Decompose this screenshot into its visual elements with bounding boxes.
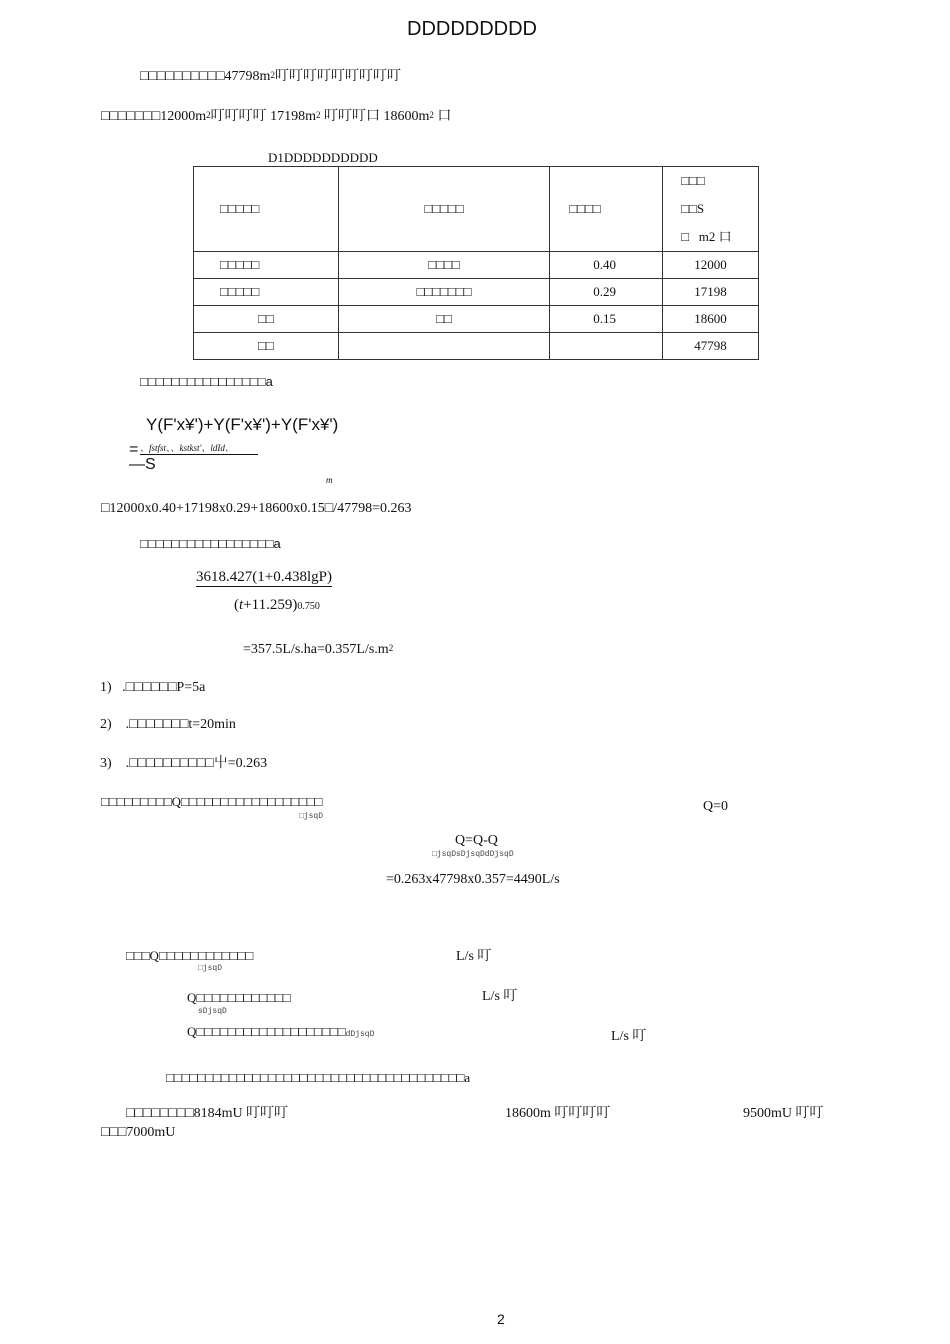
calc2-result: $=357.5L/s.ha=0.357L/s.m^2$ [243,642,394,657]
table-cell: 0.29 [550,279,663,306]
table-header-cell: □□□□□ [338,167,550,252]
table-cell [550,333,663,360]
param-2: 2) .□□□□□□□t=20min [100,717,236,732]
table-cell: 18600 [663,306,759,333]
calc2-heading: □□□□□□□□□□□□□□□□□a [140,536,281,551]
table-row [194,279,759,306]
param-1: 1) .□□□□□□P=5a [100,680,206,695]
table-cell: □□□□ [338,252,550,279]
def-2: Q□□□□□□□□□□□□ [187,990,291,1005]
table-row [194,333,759,360]
table-cell: □□□□□ [194,279,339,306]
last-line-b: 18600m 叮叮叮叮 [505,1106,611,1121]
table-cell [338,333,550,360]
table-caption: D1DDDDDDDDDD [268,150,378,165]
intro-line-2: $□□□□□□□12000m^2$叮叮叮叮 $17198m^2$ 叮叮叮口 $18600m^2$ 口 [101,109,452,124]
calc1-heading: □□□□□□□□□□□□□□□□a [140,374,273,389]
rain-formula-numerator: 3618.427(1+0.438lgP) [196,569,332,585]
flow-result: =0.263x47798x0.357=4490L/s [386,872,560,887]
def-1-unit: L/s 叮 [456,949,492,964]
rain-formula-denominator: (t+11.259)0.750 [234,597,320,613]
table-row [194,306,759,333]
page-number: 2 [497,1311,505,1327]
table-cell: 0.15 [550,306,663,333]
flow-equation-subscript: □jsqDsDjsqDdDjsqD [432,850,514,859]
flow-line: □□□□□□□□□Q□□□□□□□□□□□□□□□□□□ [101,794,323,809]
calc1-result: □12000x0.40+17198x0.29+18600x0.15□/47798=0.263 [101,501,412,516]
flow-q0: Q=0 [703,799,729,814]
formula-m: m [326,475,333,485]
note-line: □□□□□□□□□□□□□□□□□□□□□□□□□□□□□□□□□□□□□□a [166,1070,471,1085]
table-cell: 17198 [663,279,759,306]
flow-equation: Q=Q-Q [455,833,498,848]
table-header-cell: □□□ □□S □ m2 口 [663,167,759,252]
table-header-cell: □□□□□ [194,167,339,252]
table-cell: □□ [338,306,550,333]
def-3-unit: L/s 叮 [611,1029,647,1044]
table-cell: 12000 [663,252,759,279]
page-title: DDDDDDDDD [407,18,537,40]
formula-s: —S [129,456,156,473]
def-2-unit: L/s 叮 [482,989,518,1004]
def-1-subscript: □jsqD [198,964,223,973]
table-header-cell: □□□□ [550,167,663,252]
table-row [194,252,759,279]
runoff-coefficient-table [193,166,759,360]
def-3: Q□□□□□□□□□□□□□□□□□□□dDjsqD [187,1024,375,1039]
table-cell: □□ [194,306,339,333]
table-cell: □□□□□ [194,252,339,279]
intro-line-1: $□□□□□□□□□□47798m^2$叮叮叮叮叮叮叮叮叮 [140,69,401,84]
def-2-subscript: sDjsqD [198,1007,227,1016]
table-header-row [194,167,759,252]
last-line-c: 9500mU 叮叮 [743,1106,824,1121]
table-cell: 0.40 [550,252,663,279]
table-cell: 47798 [663,333,759,360]
flow-line-subscript: □jsqD [299,812,324,821]
formula-equals: = [129,441,139,458]
last-line-a: □□□□□□□□8184mU 叮叮叮 [126,1106,289,1121]
param-3: 3) .□□□□□□□□□□屮=0.263 [100,756,268,771]
def-1: □□□Q□□□□□□□□□□□□ [126,948,254,963]
table-cell: □□□□□□□ [338,279,550,306]
last-line-d: □□□7000mU [101,1125,176,1140]
formula-numerator: Y(F'x¥')+Y(F'x¥')+Y(F'x¥') [146,415,339,434]
table-cell: □□ [194,333,339,360]
formula-terms: 、fstfst、、kstkst'、ldId、 [140,444,258,455]
